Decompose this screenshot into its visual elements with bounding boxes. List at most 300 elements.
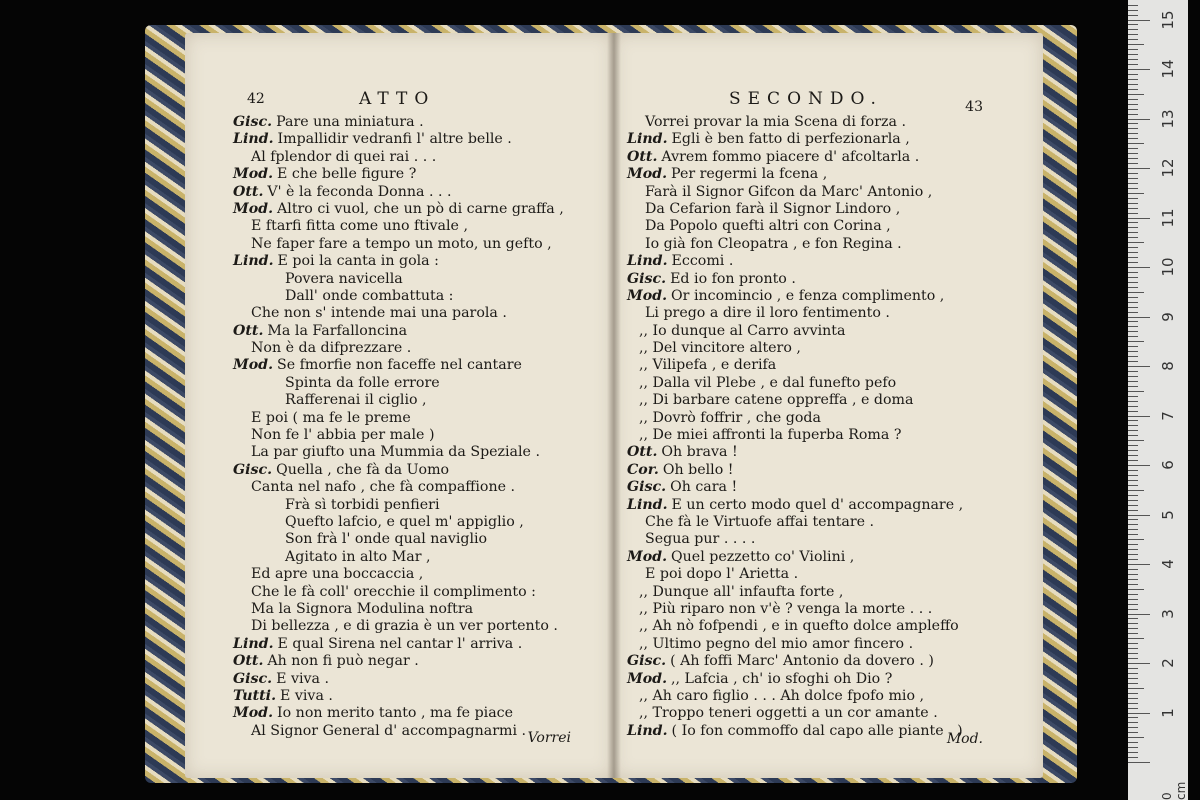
- text-line: [233, 357, 613, 374]
- text-line: [627, 340, 1043, 357]
- ruler-tick: [1128, 69, 1150, 70]
- ruler-number: 4: [1159, 559, 1177, 569]
- speaker-name: Mod.: [627, 548, 668, 565]
- ruler-tick: [1128, 559, 1138, 560]
- ruler-tick: [1128, 460, 1138, 461]
- line-text: E poi la canta in gola :: [277, 253, 439, 270]
- text-line: [233, 618, 613, 635]
- speaker-name: Gisc.: [233, 670, 273, 687]
- ruler-tick: [1128, 708, 1138, 709]
- ruler-tick: [1128, 589, 1144, 590]
- text-line: [627, 444, 1043, 461]
- ruler-number: 15: [1159, 9, 1177, 30]
- text-line: [627, 427, 1043, 444]
- text-line: [233, 166, 613, 183]
- line-text: Agitato in alto Mar ,: [285, 548, 431, 565]
- line-text: E viva .: [276, 670, 329, 687]
- ruler-tick: [1128, 341, 1144, 342]
- ruler-tick: [1128, 594, 1138, 595]
- ruler-tick: [1128, 356, 1138, 357]
- speaker-name: Gisc.: [627, 479, 667, 496]
- ruler-tick: [1128, 653, 1138, 654]
- line-text: Quella , che fà da Uomo: [276, 461, 450, 478]
- text-line: [627, 479, 1043, 496]
- ruler-tick: [1128, 247, 1138, 248]
- text-line: [627, 549, 1043, 566]
- ruler-tick: [1128, 391, 1144, 392]
- line-text: ,, Ah caro figlio . . . Ah dolce fpofo mio ,: [639, 687, 925, 704]
- line-text: Di bellezza , e di grazia è un ver portento .: [251, 618, 558, 635]
- ruler-tick: [1128, 416, 1150, 417]
- speaker-name: Lind.: [627, 131, 668, 148]
- ruler-tick: [1128, 148, 1138, 149]
- ruler-tick: [1128, 683, 1138, 684]
- ruler-tick: [1128, 163, 1138, 164]
- line-text: Segua pur . . . .: [645, 531, 756, 548]
- text-line: [233, 671, 613, 688]
- speaker-name: Gisc.: [627, 270, 667, 287]
- text-line: [627, 584, 1043, 601]
- line-text: Non è da difprezzare .: [251, 340, 412, 357]
- text-line: [627, 671, 1043, 688]
- line-text: Spinta da folle errore: [285, 374, 440, 391]
- ruler-tick: [1128, 178, 1138, 179]
- text-line: [627, 149, 1043, 166]
- ruler-tick: [1128, 297, 1138, 298]
- line-text: Avrem fommo piacere d' afcoltarla .: [661, 148, 920, 165]
- ruler-tick: [1128, 158, 1138, 159]
- ruler-tick: [1128, 109, 1138, 110]
- ruler-tick: [1128, 678, 1138, 679]
- ruler-tick: [1128, 143, 1144, 144]
- ruler-tick: [1128, 262, 1138, 263]
- ruler-tick: [1128, 203, 1138, 204]
- ruler-number: 2: [1159, 658, 1177, 668]
- ruler-tick: [1128, 480, 1138, 481]
- speaker-name: Gisc.: [233, 461, 273, 478]
- ruler-tick: [1128, 173, 1138, 174]
- text-line: [233, 584, 613, 601]
- ruler-tick: [1128, 500, 1138, 501]
- text-line: [233, 601, 613, 618]
- line-text: Per regermi la fcena ,: [671, 166, 828, 183]
- text-line: [627, 323, 1043, 340]
- ruler-tick: [1128, 24, 1138, 25]
- text-line: [627, 271, 1043, 288]
- line-text: Ed io fon pronto .: [670, 270, 796, 287]
- ruler-tick: [1128, 648, 1138, 649]
- speaker-name: Mod.: [627, 670, 668, 687]
- ruler-number: 1: [1159, 707, 1177, 718]
- line-text: Da Popolo quefti altri con Corina ,: [645, 218, 891, 235]
- ruler-tick: [1128, 287, 1138, 288]
- ruler-tick: [1128, 307, 1138, 308]
- ruler-tick: [1128, 450, 1138, 451]
- ruler-number: 7: [1159, 410, 1177, 421]
- ruler-tick: [1128, 277, 1138, 278]
- ruler-tick: [1128, 153, 1138, 154]
- line-text: Li prego a dire il loro fentimento .: [645, 305, 890, 322]
- ruler-tick: [1128, 292, 1144, 293]
- ruler-tick: [1128, 757, 1138, 758]
- ruler-tick: [1128, 396, 1138, 397]
- line-text: ,, Dalla vil Plebe , e dal funefto pefo: [639, 374, 897, 391]
- ruler-tick: [1128, 618, 1138, 619]
- ruler-tick: [1128, 44, 1144, 45]
- measuring-ruler: [1128, 0, 1188, 800]
- text-line: [627, 601, 1043, 618]
- ruler-tick: [1128, 79, 1138, 80]
- ruler-tick: [1128, 544, 1138, 545]
- ruler-tick: [1128, 440, 1144, 441]
- line-text: Al Signor General d' accompagnarmi .: [251, 722, 527, 739]
- line-text: Or incomincio , e fenza complimento ,: [671, 287, 945, 304]
- ruler-tick: [1128, 737, 1144, 738]
- ruler-tick: [1128, 465, 1150, 466]
- ruler-number: 11: [1159, 207, 1177, 228]
- ruler-tick: [1128, 693, 1138, 694]
- line-text: Non fe l' abbia per male ): [251, 427, 435, 444]
- speaker-name: Mod.: [627, 287, 668, 304]
- text-block: [233, 114, 613, 740]
- ruler-tick: [1128, 227, 1138, 228]
- ruler-tick: [1128, 376, 1138, 377]
- ruler-tick: [1128, 732, 1138, 733]
- ruler-tick: [1128, 604, 1138, 605]
- line-text: Egli è ben fatto di perfezionarla ,: [671, 131, 910, 148]
- speaker-name: Lind.: [233, 131, 274, 148]
- ruler-tick: [1128, 401, 1138, 402]
- ruler-tick: [1128, 515, 1150, 516]
- ruler-tick: [1128, 510, 1138, 511]
- ruler-tick: [1128, 29, 1138, 30]
- ruler-tick: [1128, 623, 1138, 624]
- line-text: ,, Vilipefa , e derifa: [639, 357, 777, 374]
- line-text: ( Ah foffi Marc' Antonio da dovero . ): [670, 653, 934, 670]
- ruler-tick: [1128, 20, 1150, 21]
- text-line: [233, 305, 613, 322]
- line-text: Eccomi .: [671, 253, 734, 270]
- ruler-tick: [1128, 658, 1138, 659]
- ruler-tick: [1128, 762, 1150, 763]
- line-text: Ne faper fare a tempo un moto, un gefto ,: [251, 235, 552, 252]
- ruler-tick: [1128, 495, 1138, 496]
- ruler-tick: [1128, 455, 1138, 456]
- ruler-tick: [1128, 49, 1138, 50]
- ruler-tick: [1128, 64, 1138, 65]
- ruler-tick: [1128, 727, 1138, 728]
- speaker-name: Tutti.: [233, 687, 277, 704]
- line-text: ,, Del vincitore altero ,: [639, 340, 801, 357]
- ruler-tick: [1128, 336, 1138, 337]
- ruler-tick: [1128, 564, 1150, 565]
- line-text: ,, Di barbare catene oppreffa , e doma: [639, 392, 914, 409]
- line-text: Canta nel nafo , che fà compaffione .: [251, 479, 516, 496]
- ruler-tick: [1128, 267, 1150, 268]
- ruler-tick: [1128, 138, 1138, 139]
- ruler-tick: [1128, 673, 1138, 674]
- ruler-number: 14: [1159, 59, 1177, 79]
- text-line: [627, 531, 1043, 548]
- ruler-tick: [1128, 579, 1138, 580]
- catchword: Vorrei: [527, 730, 571, 746]
- ruler-tick: [1128, 663, 1150, 664]
- speaker-name: Lind.: [627, 496, 668, 513]
- text-line: [233, 531, 613, 548]
- speaker-name: Gisc.: [627, 653, 667, 670]
- ruler-tick: [1128, 198, 1138, 199]
- line-text: Vorrei provar la mia Scena di forza .: [645, 114, 906, 130]
- ruler-tick: [1128, 59, 1138, 60]
- ruler-tick: [1128, 470, 1138, 471]
- line-text: Pare una miniatura .: [276, 114, 424, 130]
- line-text: ,, De miei affronti la fuperba Roma ?: [639, 427, 902, 444]
- ruler-tick: [1128, 519, 1138, 520]
- text-line: [627, 288, 1043, 305]
- line-text: Farà il Signor Gifcon da Marc' Antonio ,: [645, 183, 933, 200]
- line-text: ,, Troppo teneri oggetti a un cor amante .: [639, 705, 938, 722]
- line-text: E poi ( ma fe le preme: [251, 409, 411, 426]
- text-line: [627, 497, 1043, 514]
- speaker-name: Ott.: [627, 444, 658, 461]
- ruler-tick: [1128, 524, 1138, 525]
- line-text: ( Io fon commoffo dal capo alle piante . ): [671, 722, 963, 739]
- text-line: [233, 549, 613, 566]
- speaker-name: Mod.: [233, 357, 274, 374]
- ruler-tick: [1128, 312, 1138, 313]
- text-line: [627, 114, 1043, 131]
- text-line: [627, 375, 1043, 392]
- ruler-tick: [1128, 39, 1138, 40]
- text-line: [627, 410, 1043, 427]
- ruler-tick: [1128, 232, 1138, 233]
- text-block: [627, 114, 1043, 740]
- ruler-tick: [1128, 722, 1138, 723]
- ruler-tick: [1128, 321, 1138, 322]
- text-line: [233, 340, 613, 357]
- line-text: Altro ci vuol, che un pò di carne graffa ,: [277, 200, 564, 217]
- ruler-tick: [1128, 425, 1138, 426]
- line-text: E un certo modo quel d' accompagnare ,: [671, 496, 964, 513]
- page-number: 43: [965, 99, 983, 115]
- ruler-tick: [1128, 643, 1138, 644]
- text-line: [233, 427, 613, 444]
- ruler-tick: [1128, 128, 1138, 129]
- ruler-tick: [1128, 752, 1138, 753]
- ruler-tick: [1128, 490, 1144, 491]
- line-text: Oh brava !: [661, 444, 738, 461]
- text-line: [627, 514, 1043, 531]
- text-line: [627, 305, 1043, 322]
- text-line: [233, 218, 613, 235]
- text-line: [233, 236, 613, 253]
- line-text: Quefto lafcio, e quel m' appiglio ,: [285, 513, 524, 530]
- text-line: [233, 201, 613, 218]
- ruler-number: 13: [1159, 108, 1177, 129]
- ruler-tick: [1128, 119, 1150, 120]
- ruler-tick: [1128, 475, 1138, 476]
- ruler-tick: [1128, 326, 1138, 327]
- text-line: [233, 253, 613, 270]
- book-gutter: [607, 33, 621, 778]
- speaker-name: Cor.: [627, 461, 659, 478]
- ruler-number: 6: [1159, 460, 1177, 470]
- line-text: ,, Ah nò fofpendi , e in quefto dolce ampleffo: [639, 618, 959, 635]
- line-text: ,, Lafcia , ch' io sfoghi oh Dio ?: [671, 670, 893, 687]
- text-line: [233, 653, 613, 670]
- ruler-tick: [1128, 99, 1138, 100]
- line-text: Oh bello !: [662, 461, 734, 478]
- speaker-name: Mod.: [233, 200, 274, 217]
- line-text: Oh cara !: [670, 479, 738, 496]
- ruler-tick: [1128, 688, 1144, 689]
- ruler-tick: [1128, 505, 1138, 506]
- line-text: Rafferenai il ciglio ,: [285, 392, 427, 409]
- ruler-tick: [1128, 213, 1138, 214]
- ruler-tick: [1128, 569, 1138, 570]
- ruler-tick: [1128, 10, 1138, 11]
- line-text: Dall' onde combattuta :: [285, 287, 454, 304]
- speaker-name: Mod.: [627, 166, 668, 183]
- ruler-tick: [1128, 123, 1138, 124]
- text-line: [233, 497, 613, 514]
- text-line: [233, 271, 613, 288]
- line-text: Impallidir vedranfi l' altre belle .: [277, 131, 512, 148]
- speaker-name: Mod.: [233, 166, 274, 183]
- text-line: [627, 566, 1043, 583]
- ruler-tick: [1128, 430, 1138, 431]
- ruler-tick: [1128, 168, 1150, 169]
- page-number: 42: [247, 91, 265, 107]
- ruler-tick: [1128, 351, 1138, 352]
- text-line: [233, 636, 613, 653]
- line-text: ,, Più riparo non v'è ? venga la morte . . .: [639, 600, 933, 617]
- speaker-name: Mod.: [233, 705, 274, 722]
- ruler-tick: [1128, 302, 1138, 303]
- ruler-tick: [1128, 237, 1138, 238]
- line-text: Se fmorfie non faceffe nel cantare: [277, 357, 522, 374]
- running-header: ATTO: [359, 89, 436, 109]
- ruler-tick: [1128, 84, 1138, 85]
- ruler-tick: [1128, 34, 1138, 35]
- book-binding: [145, 25, 1077, 783]
- speaker-name: Lind.: [627, 722, 668, 739]
- ruler-tick: [1128, 272, 1138, 273]
- text-line: [233, 705, 613, 722]
- text-line: [627, 462, 1043, 479]
- text-line: [627, 705, 1043, 722]
- ruler-tick: [1128, 614, 1150, 615]
- ruler-tick: [1128, 15, 1138, 16]
- ruler-tick: [1128, 703, 1138, 704]
- line-text: E che belle figure ?: [277, 166, 417, 183]
- ruler-tick: [1128, 717, 1138, 718]
- ruler-tick: [1128, 742, 1138, 743]
- text-line: [233, 375, 613, 392]
- line-text: Che le fà coll' orecchie il complimento :: [251, 583, 536, 600]
- ruler-tick: [1128, 445, 1138, 446]
- text-line: [627, 392, 1043, 409]
- ruler-tick: [1128, 609, 1138, 610]
- line-text: ,, Dunque all' infaufta forte ,: [639, 583, 844, 600]
- text-line: [627, 653, 1043, 670]
- line-text: Povera navicella: [285, 270, 403, 287]
- ruler-tick: [1128, 386, 1138, 387]
- text-line: [233, 566, 613, 583]
- ruler-tick: [1128, 218, 1150, 219]
- text-line: [233, 444, 613, 461]
- line-text: Ma la Farfalloncina: [267, 322, 408, 339]
- speaker-name: Ott.: [233, 322, 264, 339]
- ruler-number: 5: [1159, 509, 1177, 520]
- speaker-name: Ott.: [627, 148, 658, 165]
- text-line: [233, 131, 613, 148]
- left-page: [185, 33, 613, 778]
- ruler-tick: [1128, 638, 1144, 639]
- line-text: La par giufto una Mummia da Speziale .: [251, 444, 540, 461]
- text-line: [627, 201, 1043, 218]
- ruler-tick: [1128, 89, 1138, 90]
- ruler-tick: [1128, 242, 1144, 243]
- ruler-tick: [1128, 406, 1138, 407]
- ruler-tick: [1128, 208, 1138, 209]
- ruler-tick: [1128, 331, 1138, 332]
- ruler-tick: [1128, 54, 1138, 55]
- ruler-tick: [1128, 222, 1138, 223]
- ruler-tick: [1128, 539, 1144, 540]
- ruler-tick: [1128, 114, 1138, 115]
- ruler-tick: [1128, 747, 1138, 748]
- text-line: [233, 479, 613, 496]
- ruler-tick: [1128, 628, 1138, 629]
- line-text: Son frà l' onde qual naviglio: [285, 531, 488, 548]
- ruler-tick: [1128, 346, 1138, 347]
- ruler-unit-label: 0 cm: [1160, 781, 1188, 800]
- ruler-tick: [1128, 193, 1144, 194]
- line-text: ,, Ultimo pegno del mio amor fincero .: [639, 635, 914, 652]
- ruler-tick: [1128, 411, 1138, 412]
- line-text: Quel pezzetto co' Violini ,: [671, 548, 855, 565]
- text-line: [233, 184, 613, 201]
- ruler-tick: [1128, 317, 1150, 318]
- text-line: [627, 618, 1043, 635]
- right-page: [613, 33, 1043, 778]
- line-text: ,, Dovrò foffrir , che goda: [639, 409, 821, 426]
- text-line: [627, 184, 1043, 201]
- speaker-name: Lind.: [233, 635, 274, 652]
- ruler-number: 10: [1159, 257, 1177, 277]
- line-text: Da Cefarion farà il Signor Lindoro ,: [645, 200, 901, 217]
- line-text: ,, Io dunque al Carro avvinta: [639, 322, 846, 339]
- ruler-tick: [1128, 133, 1138, 134]
- ruler-tick: [1128, 282, 1138, 283]
- line-text: V' è la feconda Donna . . .: [267, 183, 452, 200]
- speaker-name: Gisc.: [233, 114, 273, 130]
- text-line: [627, 688, 1043, 705]
- ruler-tick: [1128, 529, 1138, 530]
- text-line: [233, 392, 613, 409]
- speaker-name: Ott.: [233, 183, 264, 200]
- ruler-tick: [1128, 188, 1138, 189]
- ruler-tick: [1128, 94, 1144, 95]
- line-text: E poi dopo l' Arietta .: [645, 566, 799, 583]
- line-text: Io già fon Cleopatra , e fon Regina .: [645, 235, 902, 252]
- running-header: SECONDO.: [729, 89, 883, 109]
- text-line: [233, 114, 613, 131]
- text-line: [233, 288, 613, 305]
- line-text: E viva .: [280, 687, 333, 704]
- line-text: Che fà le Virtuofe affai tentare .: [645, 513, 875, 530]
